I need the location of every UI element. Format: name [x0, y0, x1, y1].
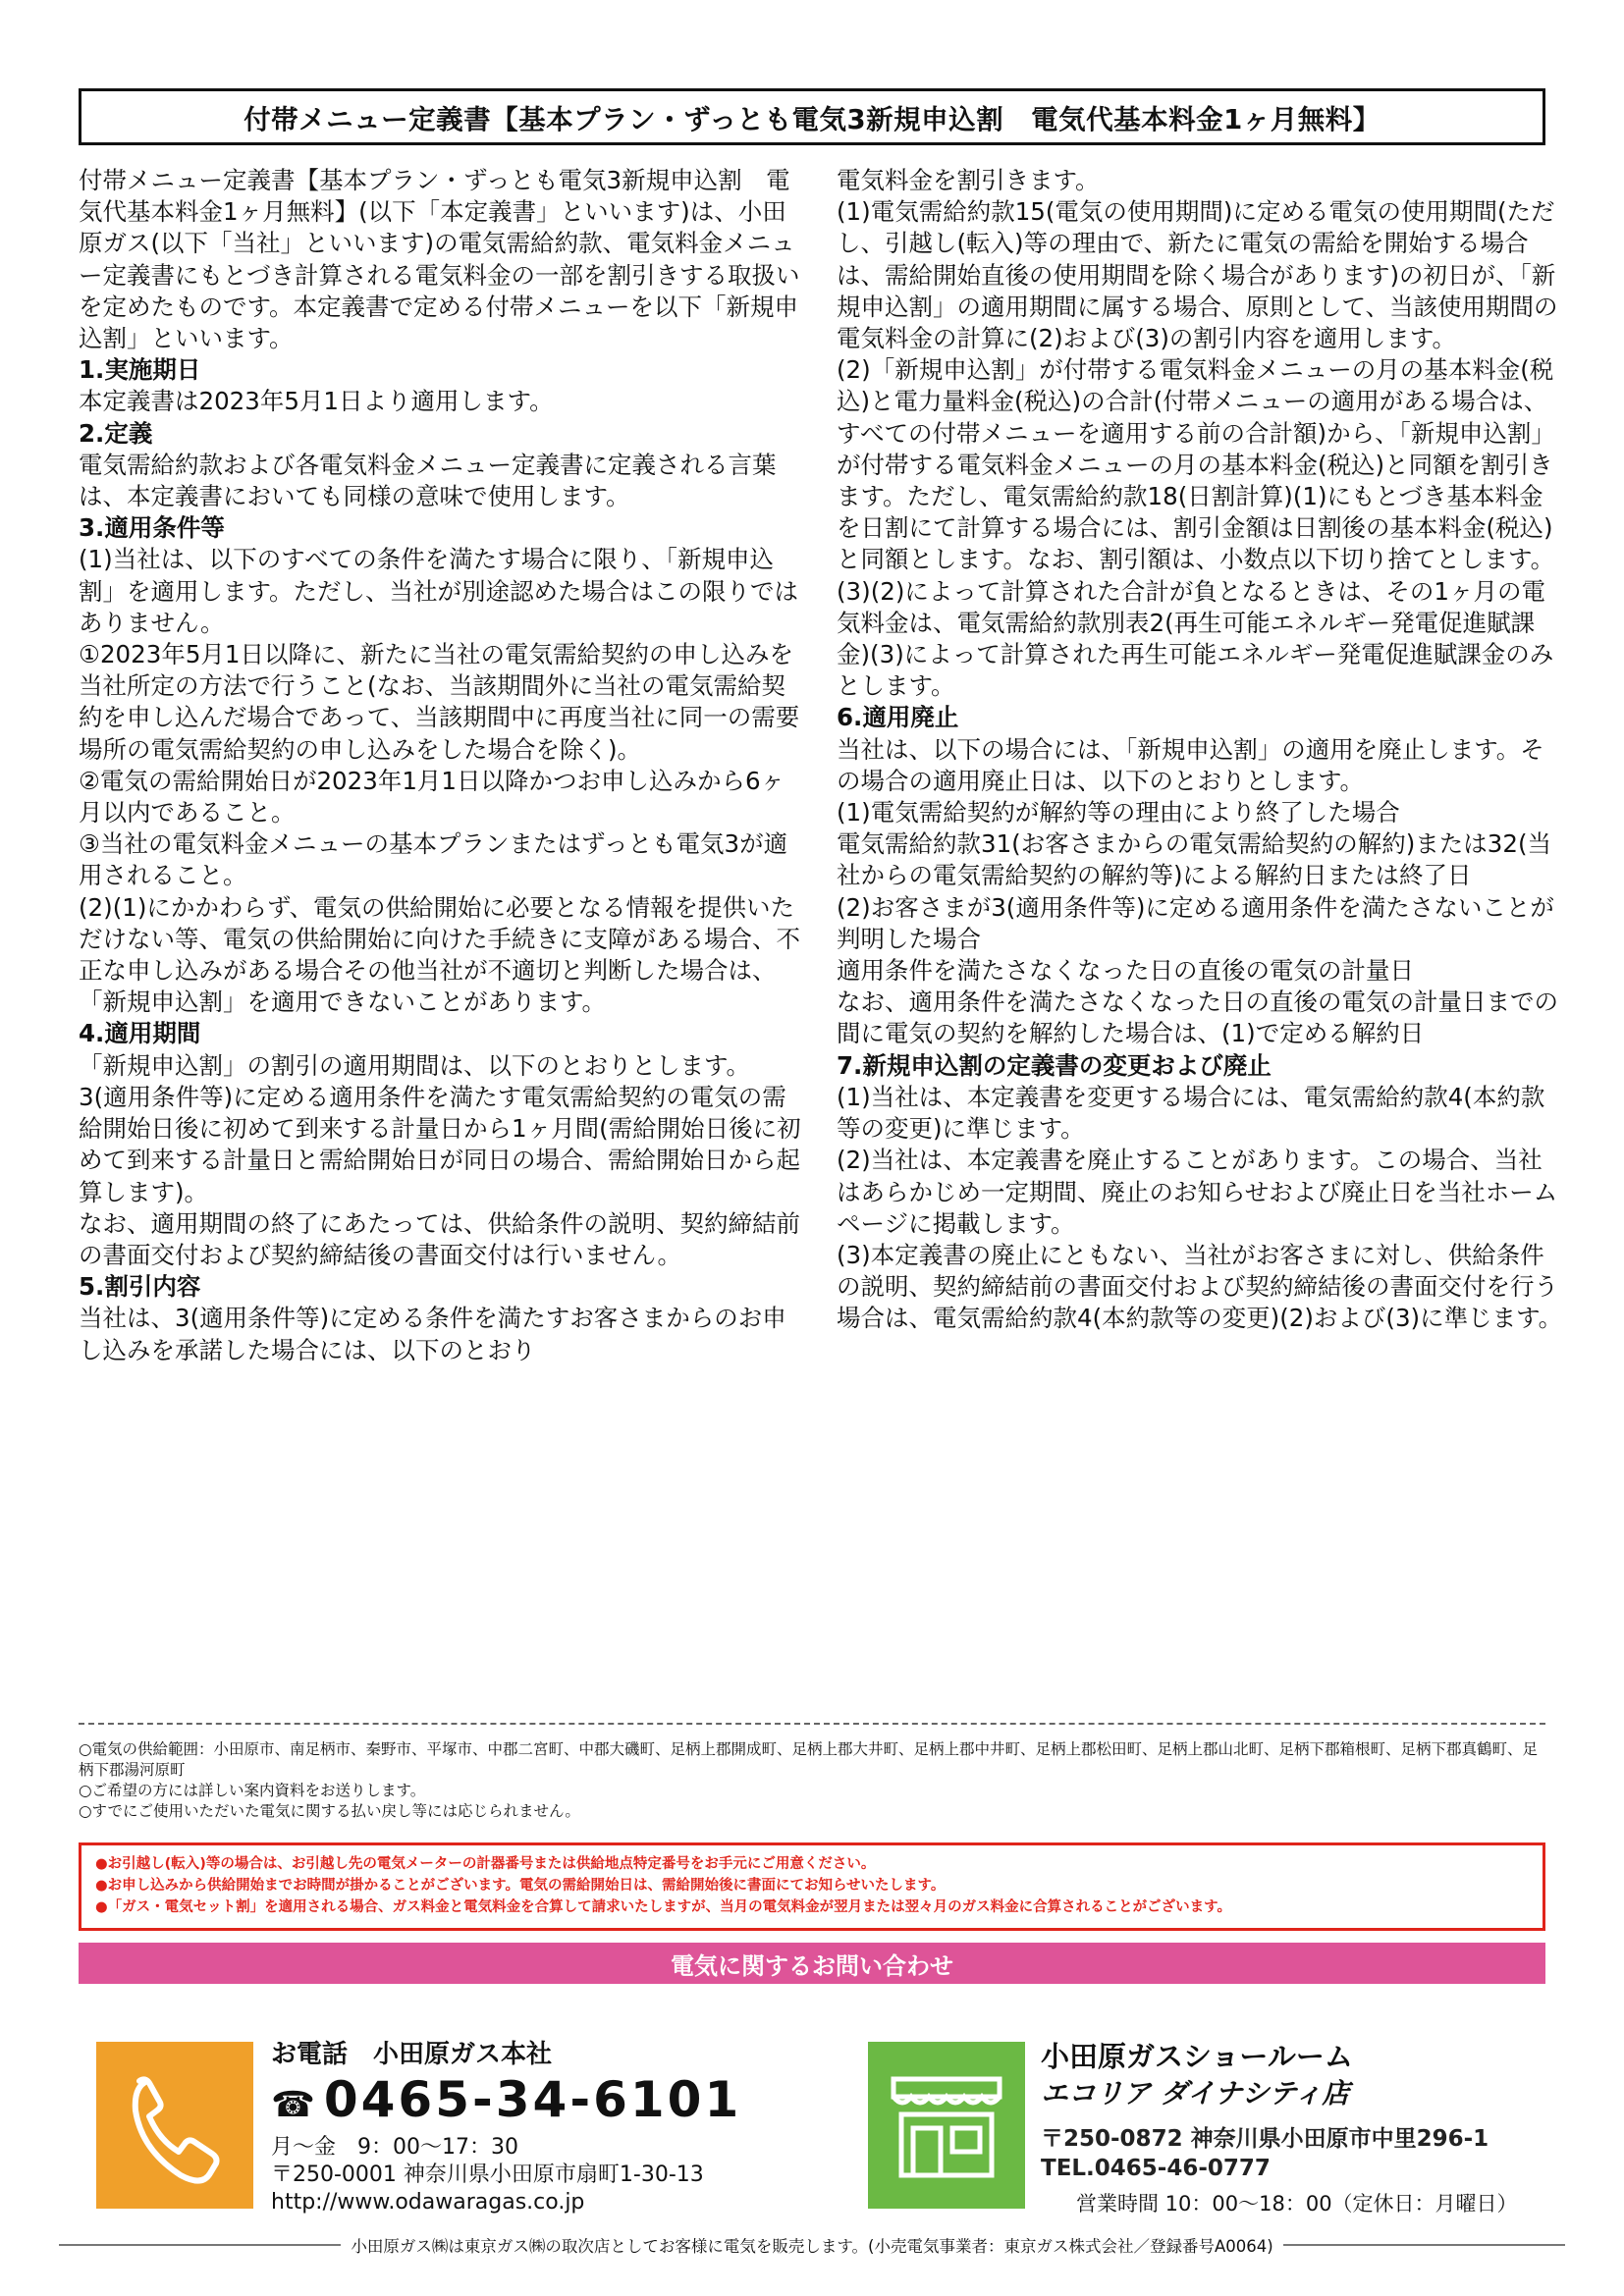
paragraph: 電気需給約款および各電気料金メニュー定義書に定義される言葉は、本定義書においても同様の意味で使用します。	[79, 450, 777, 511]
showroom-tel[interactable]: TEL.0465-46-0777	[1041, 2156, 1271, 2181]
footer-text: 小田原ガス㈱は東京ガス㈱の取次店としてお客様に電気を販売します。(小売電気事業者：東京ガス株式会社／登録番号A0064)	[351, 2237, 1273, 2256]
section-heading: 6.適用廃止	[837, 703, 959, 732]
paragraph: (3)本定義書の廃止にともない、当社がお客さまに対し、供給条件の説明、契約締結前の書面交付および契約締結後の書面交付を行う場合は、電気需給約款4(本約款等の変更)(2)および(3)に準じます。	[837, 1240, 1563, 1333]
paragraph: (1)当社は、本定義書を変更する場合には、電気需給約款4(本約款等の変更)に準じます。	[837, 1082, 1545, 1144]
red-notice-box	[79, 1842, 1545, 1931]
paragraph: (1)電気需給約款15(電気の使用期間)に定める電気の使用期間(ただし、引越し(転入)等の理由で、新たに電気の需給を開始する場合は、需給開始直後の使用期間を除く場合があります)の初日が、「新規申込割」の適用期間に属する場合、原則として、当該使用期間の電気料金の計算に(2)および(3)の割引内容を適用します。	[837, 197, 1558, 353]
paragraph: (2)当社は、本定義書を廃止することがあります。この場合、当社はあらかじめ一定期間、廃止のお知らせおよび廃止日を当社ホームページに掲載します。	[837, 1146, 1558, 1238]
paragraph: 当社は、3(適用条件等)に定める条件を満たすお客さまからのお申し込みを承諾した場合には、以下のとおり	[79, 1304, 786, 1364]
paragraph: (1)電気需給契約が解約等の理由により終了した場合	[837, 798, 1400, 828]
paragraph: 3(適用条件等)に定める適用条件を満たす電気需給契約の電気の需給開始日後に初めて到来する計量日から1ヶ月間(需給開始日後に初めて到来する計量日と需給開始日が同日の場合、需給開始日から起算します)。	[79, 1082, 801, 1206]
showroom-contact	[868, 2040, 1555, 2216]
paragraph: ②電気の需給開始日が2023年1月1日以降かつお申し込みから6ヶ月以内であること。	[79, 766, 785, 828]
paragraph: 電気需給約款31(お客さまからの電気需給契約の解約)または32(当社からの電気需給契約の解約等)による解約日または終了日	[837, 829, 1552, 890]
section-heading: 3.適用条件等	[79, 513, 225, 543]
phone-contact	[96, 2040, 764, 2215]
right-column	[837, 165, 1565, 1335]
paragraph: 本定義書は2023年5月1日より適用します。	[79, 387, 554, 416]
head-office-address: 〒250-0001 神奈川県小田原市扇町1-30-13	[271, 2163, 704, 2187]
footer-rule-right	[1283, 2244, 1565, 2246]
paragraph: 適用条件を満たさなくなった日の直後の電気の計量日	[837, 956, 1414, 986]
notice-move-in: ●お引越し(転入)等の場合は、お引越し先の電気メーターの計器番号または供給地点特定番号をお手元にご用意ください。	[95, 1856, 876, 1872]
left-column	[79, 165, 803, 1366]
paragraph: (1)当社は、以下のすべての条件を満たす場合に限り、「新規申込割」を適用します。ただし、当社が別途認めた場合はこの限りではありません。	[79, 545, 799, 637]
showroom-name: 小田原ガスショールーム	[1041, 2040, 1353, 2073]
phone-hours: 月～金 9：00～17：30	[271, 2135, 518, 2160]
paragraph: ③当社の電気料金メニューの基本プランまたはずっとも電気3が適用されること。	[79, 829, 788, 890]
footer	[59, 2230, 1565, 2260]
paragraph: ①2023年5月1日以降に、新たに当社の電気需給契約の申し込みを当社所定の方法で行うこと(なお、当該期間外に当社の電気需給契約を申し込んだ場合であって、当該期間中に再度当社に同一の需要場所の電気需給契約の申し込みをした場合を除く)。	[79, 640, 800, 764]
paragraph: 「新規申込割」の割引の適用期間は、以下のとおりとします。	[79, 1050, 751, 1080]
phone-number[interactable]: 0465-34-6101	[323, 2071, 742, 2128]
dashed-divider	[79, 1723, 1545, 1725]
section-heading: 4.適用期間	[79, 1019, 201, 1048]
storefront-icon	[868, 2042, 1025, 2209]
note-refund: ○すでにご使用いただいた電気に関する払い戻し等には応じられません。	[79, 1802, 580, 1820]
notes	[79, 1739, 1551, 1822]
note-supply-area: ○電気の供給範囲：小田原市、南足柄市、秦野市、平塚市、中郡二宮町、中郡大磯町、足柄上郡開成町、足柄上郡大井町、足柄上郡中井町、足柄上郡松田町、足柄上郡山北町、足柄下郡箱根町、足柄下郡真鶴町、足柄下郡湯河原町	[79, 1740, 1539, 1779]
showroom-address: 〒250-0872 神奈川県小田原市中里296-1	[1041, 2126, 1489, 2152]
showroom-branch: エコリア ダイナシティ店	[1041, 2077, 1350, 2109]
section-heading: 5.割引内容	[79, 1272, 201, 1302]
phone-heading: お電話 小田原ガス本社	[271, 2040, 553, 2069]
paragraph: 付帯メニュー定義書【基本プラン・ずっとも電気3新規申込割 電気代基本料金1ヶ月無料】(以下「本定義書」といいます)は、小田原ガス(以下「当社」といいます)の電気需給約款、電気料金メニュー定義書にもとづき計算される電気料金の一部を割引きする取扱いを定めたものです。本定義書で定める付帯メニューを以下「新規申込割」といいます。	[79, 166, 800, 353]
paragraph: 当社は、以下の場合には、「新規申込割」の適用を廃止します。その場合の適用廃止日は、以下のとおりとします。	[837, 734, 1544, 795]
section-heading: 7.新規申込割の定義書の変更および廃止	[837, 1050, 1272, 1080]
footer-rule-left	[59, 2244, 341, 2246]
contact-bar: 電気に関するお問い合わせ	[79, 1943, 1545, 1984]
paragraph: なお、適用期間の終了にあたっては、供給条件の説明、契約締結前の書面交付および契約締結後の書面交付は行いません。	[79, 1208, 800, 1269]
section-heading: 2.定義	[79, 418, 153, 448]
document-title: 付帯メニュー定義書【基本プラン・ずっとも電気3新規申込割 電気代基本料金1ヶ月無料】	[79, 88, 1545, 145]
showroom-hours: 営業時間 10：00～18：00（定休日：月曜日）	[1076, 2192, 1518, 2216]
section-heading: 1.実施期日	[79, 355, 201, 385]
paragraph: (2)お客さまが3(適用条件等)に定める適用条件を満たさないことが判明した場合	[837, 892, 1554, 953]
note-documents: ○ご希望の方には詳しい案内資料をお送りします。	[79, 1782, 426, 1799]
notice-set-discount: ●「ガス・電気セット割」を適用される場合、ガス料金と電気料金を合算して請求いたしますが、当月の電気料金が翌月または翌々月のガス料金に合算されることがございます。	[95, 1899, 1231, 1915]
paragraph: (2)(1)にかかわらず、電気の供給開始に必要となる情報を提供いただけない等、電気の供給開始に向けた手続きに支障がある場合、不正な申し込みがある場合その他当社が不適切と判断した場合は、「新規申込割」を適用できないことがあります。	[79, 892, 800, 1017]
paragraph: (2)「新規申込割」が付帯する電気料金メニューの月の基本料金(税込)と電力量料金(税込)の合計(付帯メニューの適用がある場合は、すべての付帯メニューを適用する前の合計額)から、「新規申込割」が付帯する電気料金メニューの月の基本料金(税込)と同額を割引きます。ただし、電気需給約款18(日割計算)(1)にもとづき基本料金を日割にて計算する場合には、割引金額は日割後の基本料金(税込)と同額とします。なお、割引額は、小数点以下切り捨てとします。	[837, 355, 1555, 574]
paragraph: 電気料金を割引きます。	[837, 166, 1100, 194]
website-link[interactable]: http://www.odawaragas.co.jp	[271, 2190, 585, 2215]
paragraph: なお、適用条件を満たさなくなった日の直後の電気の計量日までの間に電気の契約を解約した場合は、(1)で定める解約日	[837, 988, 1558, 1048]
paragraph: (3)(2)によって計算された合計が負となるときは、その1ヶ月の電気料金は、電気需給約款別表2(再生可能エネルギー発電促進賦課金)(3)によって計算された再生可能エネルギー発電促進賦課金のみとします。	[837, 576, 1554, 701]
phone-icon	[96, 2042, 253, 2209]
notice-start-time: ●お申し込みから供給開始までお時間が掛かることがございます。電気の需給開始日は、需給開始後に書面にてお知らせいたします。	[95, 1878, 946, 1894]
telephone-icon: ☎	[271, 2085, 318, 2125]
